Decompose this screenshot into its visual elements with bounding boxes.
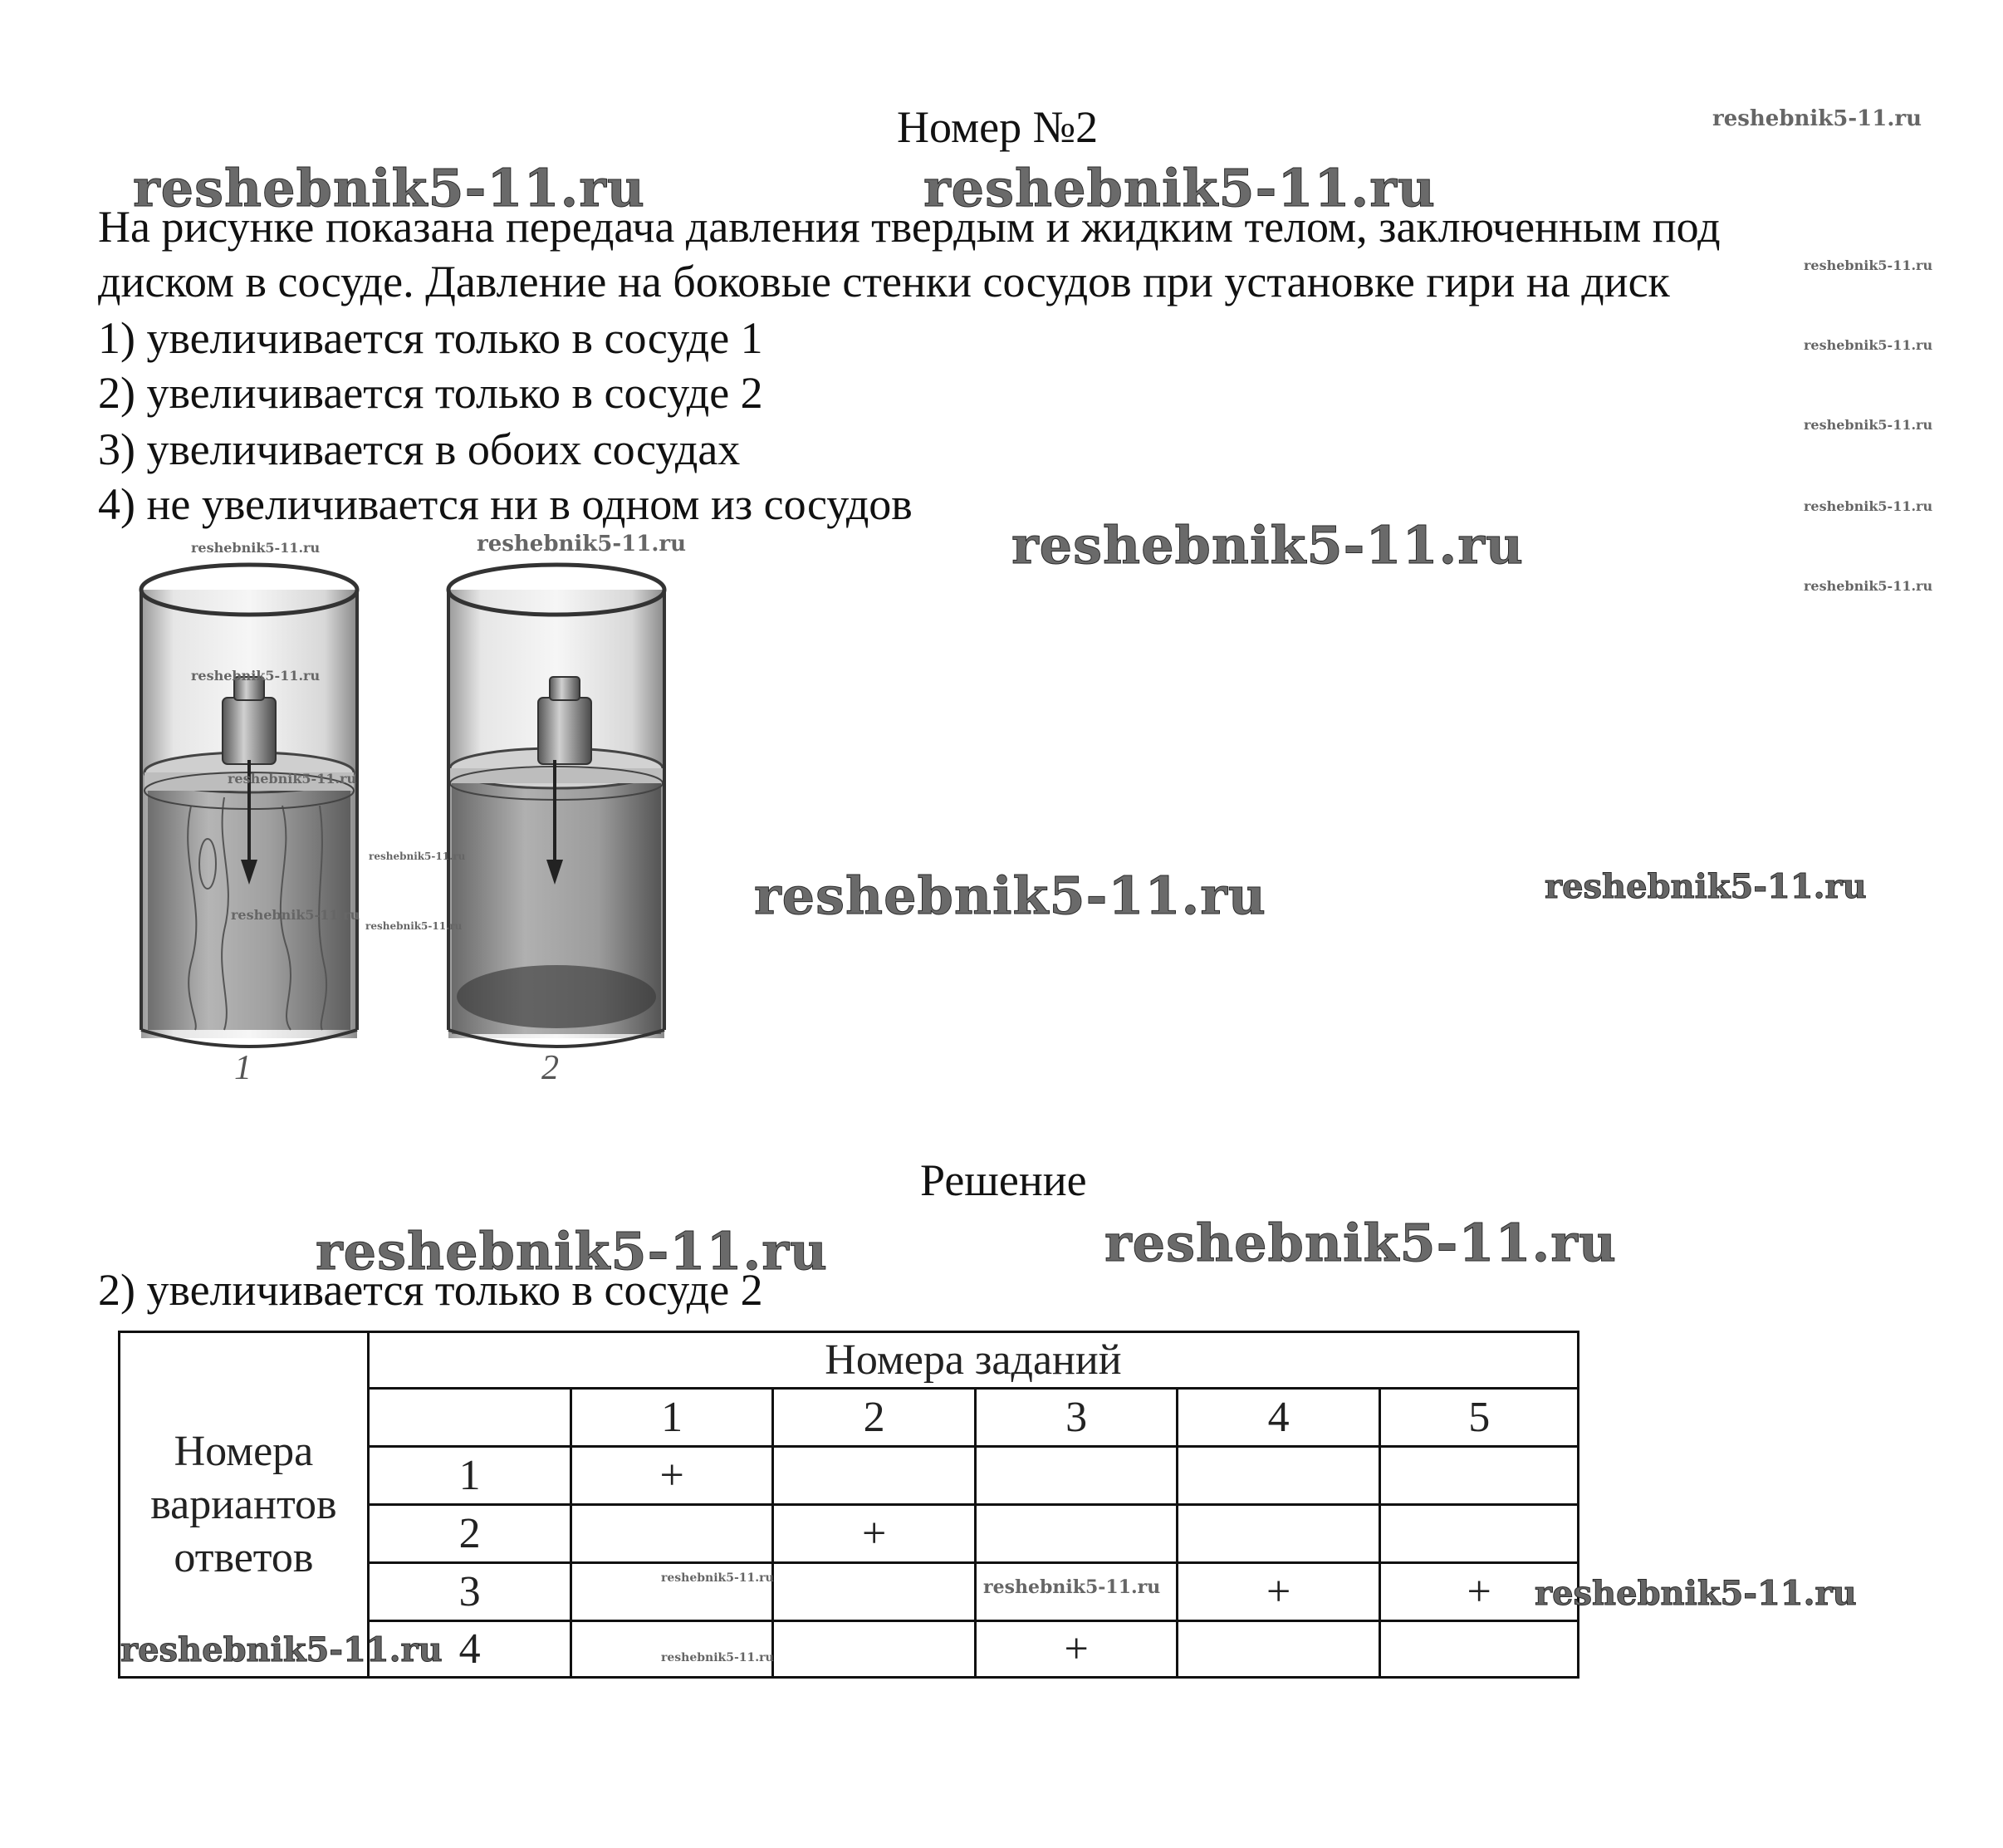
watermark: reshebnik5-11.ru (983, 1576, 1161, 1598)
watermark: reshebnik5-11.ru (133, 158, 645, 218)
table-cell (1380, 1447, 1579, 1505)
watermark: reshebnik5-11.ru (228, 771, 357, 787)
watermark: reshebnik5-11.ru (1804, 337, 1933, 353)
watermark: reshebnik5-11.ru (477, 532, 687, 556)
table-cell (976, 1505, 1178, 1563)
watermark: reshebnik5-11.ru (1011, 515, 1524, 576)
table-cell (772, 1621, 976, 1678)
watermark: reshebnik5-11.ru (365, 920, 463, 932)
table-cell (772, 1563, 976, 1621)
row-label: 3 (368, 1563, 571, 1621)
question-line-1: На рисунке показана передача давления твердым и жидким телом, заключенным под (98, 202, 1721, 252)
table-cell (571, 1505, 773, 1563)
answer-option-4: 4) не увеличивается ни в одном из сосудов (98, 479, 913, 529)
column-header: 1 (571, 1389, 773, 1447)
watermark: reshebnik5-11.ru (1712, 106, 1922, 131)
answer-option-3: 3) увеличивается в обоих сосудах (98, 424, 741, 474)
watermark: reshebnik5-11.ru (1804, 257, 1933, 273)
vessel-2-label: 2 (541, 1049, 559, 1087)
column-header: 4 (1177, 1389, 1380, 1447)
watermark: reshebnik5-11.ru (316, 1221, 828, 1282)
watermark: reshebnik5-11.ru (1804, 498, 1933, 514)
watermark: reshebnik5-11.ru (369, 850, 466, 862)
table-cell (1380, 1505, 1579, 1563)
vessel-1-label: 1 (234, 1049, 252, 1087)
watermark: reshebnik5-11.ru (120, 1630, 443, 1669)
table-cell (772, 1447, 976, 1505)
answer-option-2: 2) увеличивается только в сосуде 2 (98, 368, 763, 418)
row-axis-label: Номера вариантов ответов (120, 1332, 369, 1678)
table-cell: + (772, 1505, 976, 1563)
row-label: 1 (368, 1447, 571, 1505)
solution-heading: Решение (920, 1155, 1087, 1205)
vessels-figure (100, 532, 714, 1105)
watermark: reshebnik5-11.ru (1104, 1213, 1617, 1273)
watermark: reshebnik5-11.ru (1804, 417, 1933, 433)
table-cell: + (1177, 1563, 1380, 1621)
column-axis-label: Номера заданий (368, 1332, 1578, 1389)
answer-option-1: 1) увеличивается только в сосуде 1 (98, 313, 763, 363)
watermark: reshebnik5-11.ru (923, 158, 1436, 218)
column-header: 3 (976, 1389, 1178, 1447)
table-cell (1380, 1621, 1579, 1678)
column-header: 5 (1380, 1389, 1579, 1447)
watermark: reshebnik5-11.ru (1545, 867, 1867, 906)
watermark: reshebnik5-11.ru (1804, 578, 1933, 594)
table-cell: + (976, 1621, 1178, 1678)
watermark: reshebnik5-11.ru (661, 1571, 774, 1585)
row-label: 4 (368, 1621, 571, 1678)
watermark: reshebnik5-11.ru (1535, 1574, 1857, 1613)
watermark: reshebnik5-11.ru (661, 1651, 774, 1664)
table-cell (976, 1447, 1178, 1505)
answer-table (118, 1331, 1579, 1679)
solution-answer: 2) увеличивается только в сосуде 2 (98, 1265, 763, 1315)
table-cell: + (571, 1447, 773, 1505)
table-cell (571, 1621, 773, 1678)
vessel-2 (448, 565, 664, 1047)
table-cell: + (1380, 1563, 1579, 1621)
table-cell (1177, 1621, 1380, 1678)
column-header: 2 (772, 1389, 976, 1447)
row-label: 2 (368, 1505, 571, 1563)
question-line-2: диском в сосуде. Давление на боковые стенки сосудов при установке гири на диск (98, 257, 1670, 306)
watermark: reshebnik5-11.ru (754, 865, 1266, 926)
vessel-1 (141, 565, 357, 1047)
table-cell (1177, 1447, 1380, 1505)
watermark: reshebnik5-11.ru (191, 668, 321, 684)
watermark: reshebnik5-11.ru (191, 540, 321, 556)
table-cell (1177, 1505, 1380, 1563)
page-title: Номер №2 (897, 102, 1099, 152)
corner-cell (368, 1389, 571, 1447)
watermark: reshebnik5-11.ru (231, 907, 360, 923)
